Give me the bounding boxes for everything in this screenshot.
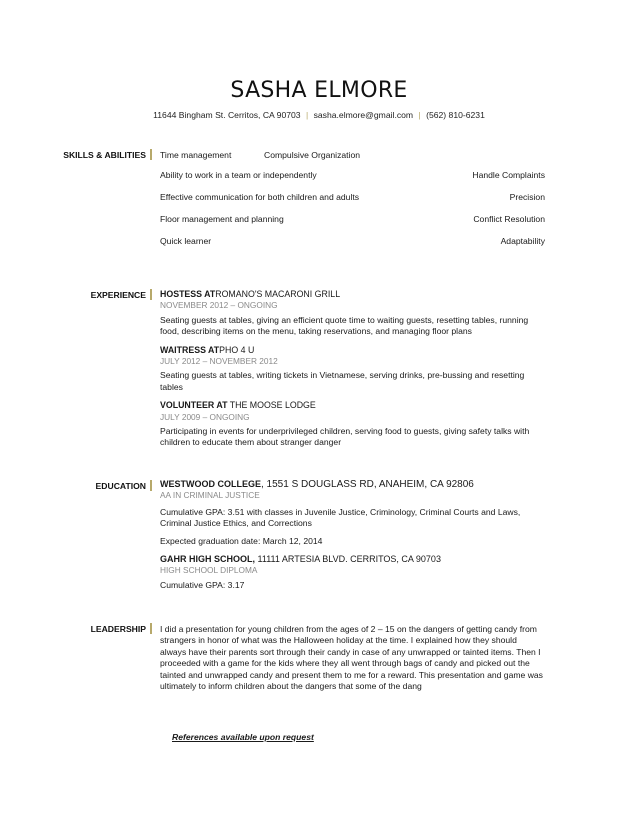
skill-item: Conflict Resolution: [473, 214, 545, 224]
phone: (562) 810-6231: [426, 110, 485, 120]
section-divider: [150, 149, 152, 160]
resume-name: SASHA ELMORE: [230, 78, 408, 103]
education-label: EDUCATION: [95, 481, 146, 491]
experience-label: EXPERIENCE: [90, 290, 146, 300]
contact-line: [0, 110, 638, 120]
degree: AA IN CRIMINAL JUSTICE: [160, 490, 260, 501]
skill-item: Ability to work in a team or independently: [160, 170, 317, 180]
skills-row: [160, 236, 545, 247]
skill-item: Effective communication for both children and adults: [160, 192, 360, 202]
job-title: WAITRESS ATPHO 4 U: [160, 344, 255, 355]
job-date: JULY 2012 – NOVEMBER 2012: [160, 356, 278, 367]
education-list: [160, 479, 545, 591]
skills-row: [160, 170, 545, 192]
email: sasha.elmore@gmail.com: [313, 110, 414, 120]
skills-list: [160, 150, 545, 247]
skills-label: SKILLS & ABILITIES: [63, 150, 146, 160]
experience-list: [160, 289, 545, 449]
skill-item: Adaptability: [500, 236, 545, 246]
job-description: Seating guests at tables, giving an efficient quote time to waiting guests, resetting tables, running food, describing items on the menu, taking reservations, and managing floor plans: [160, 314, 529, 337]
education-entry: [160, 554, 545, 591]
skill-item: Handle Complaints: [472, 170, 545, 180]
leadership-section: [160, 624, 545, 692]
job-entry: [160, 345, 545, 394]
leadership-label: LEADERSHIP: [90, 624, 146, 634]
job-entry: [160, 400, 545, 449]
section-divider: [150, 480, 152, 491]
skill-item: Time management: [160, 150, 232, 160]
gpa: Cumulative GPA: 3.51 with classes in Juvenile Justice, Criminology, Criminal Courts and Laws, Criminal Justice Ethics, and Corrections: [160, 506, 521, 529]
gpa: Cumulative GPA: 3.17: [160, 579, 245, 590]
degree: HIGH SCHOOL DIPLOMA: [160, 565, 258, 576]
job-date: NOVEMBER 2012 – ONGOING: [160, 300, 278, 311]
skills-row: [160, 150, 545, 170]
leadership-text: I did a presentation for young children from the ages of 2 – 15 on the dangers of getting candy from strangers in honor of what was the Halloween holiday at the time. I explained how they should always have their parents sort through their candy in case of any unwrapped or tainted items. Then I proceeded with a game for the kids where they all went through bags of candy and picked out the tainted and unwrapped candy and present them to me for a reward. This presentation and game was ultimately to inform children about the dangers that some of the dang: [160, 624, 543, 692]
separator: |: [305, 110, 309, 120]
school-name: GAHR HIGH SCHOOL, 11111 ARTESIA BLVD. CERRITOS, CA 90703: [160, 554, 441, 565]
job-date: JULY 2009 – ONGOING: [160, 411, 250, 422]
job-description: Participating in events for underprivileged children, serving food to guests, giving safety talks with children to educate them about stranger danger: [160, 426, 530, 448]
skill-item: Floor management and planning: [160, 214, 284, 224]
references-note: References available upon request: [172, 732, 314, 742]
skill-item: Compulsive Organization: [264, 150, 361, 160]
skills-row: [160, 214, 545, 236]
school-name: WESTWOOD COLLEGE, 1551 S DOUGLASS RD, ANAHEIM, CA 92806: [160, 479, 474, 490]
section-divider: [150, 623, 152, 634]
skills-row: [160, 192, 545, 214]
job-description: Seating guests at tables, writing tickets in Vietnamese, serving drinks, pre-bussing and resetting tables: [160, 370, 525, 392]
job-entry: [160, 289, 545, 338]
separator: |: [418, 110, 421, 120]
education-entry: [160, 479, 545, 547]
skill-item: Quick learner: [160, 236, 212, 246]
section-divider: [150, 289, 152, 300]
job-title: HOSTESS ATROMANO'S MACARONI GRILL: [160, 289, 341, 299]
skill-item: Precision: [509, 192, 545, 202]
job-title: VOLUNTEER AT THE MOOSE LODGE: [160, 400, 316, 411]
address: 11644 Bingham St. Cerritos, CA 90703: [153, 110, 301, 120]
graduation-date: Expected graduation date: March 12, 2014: [160, 535, 323, 546]
